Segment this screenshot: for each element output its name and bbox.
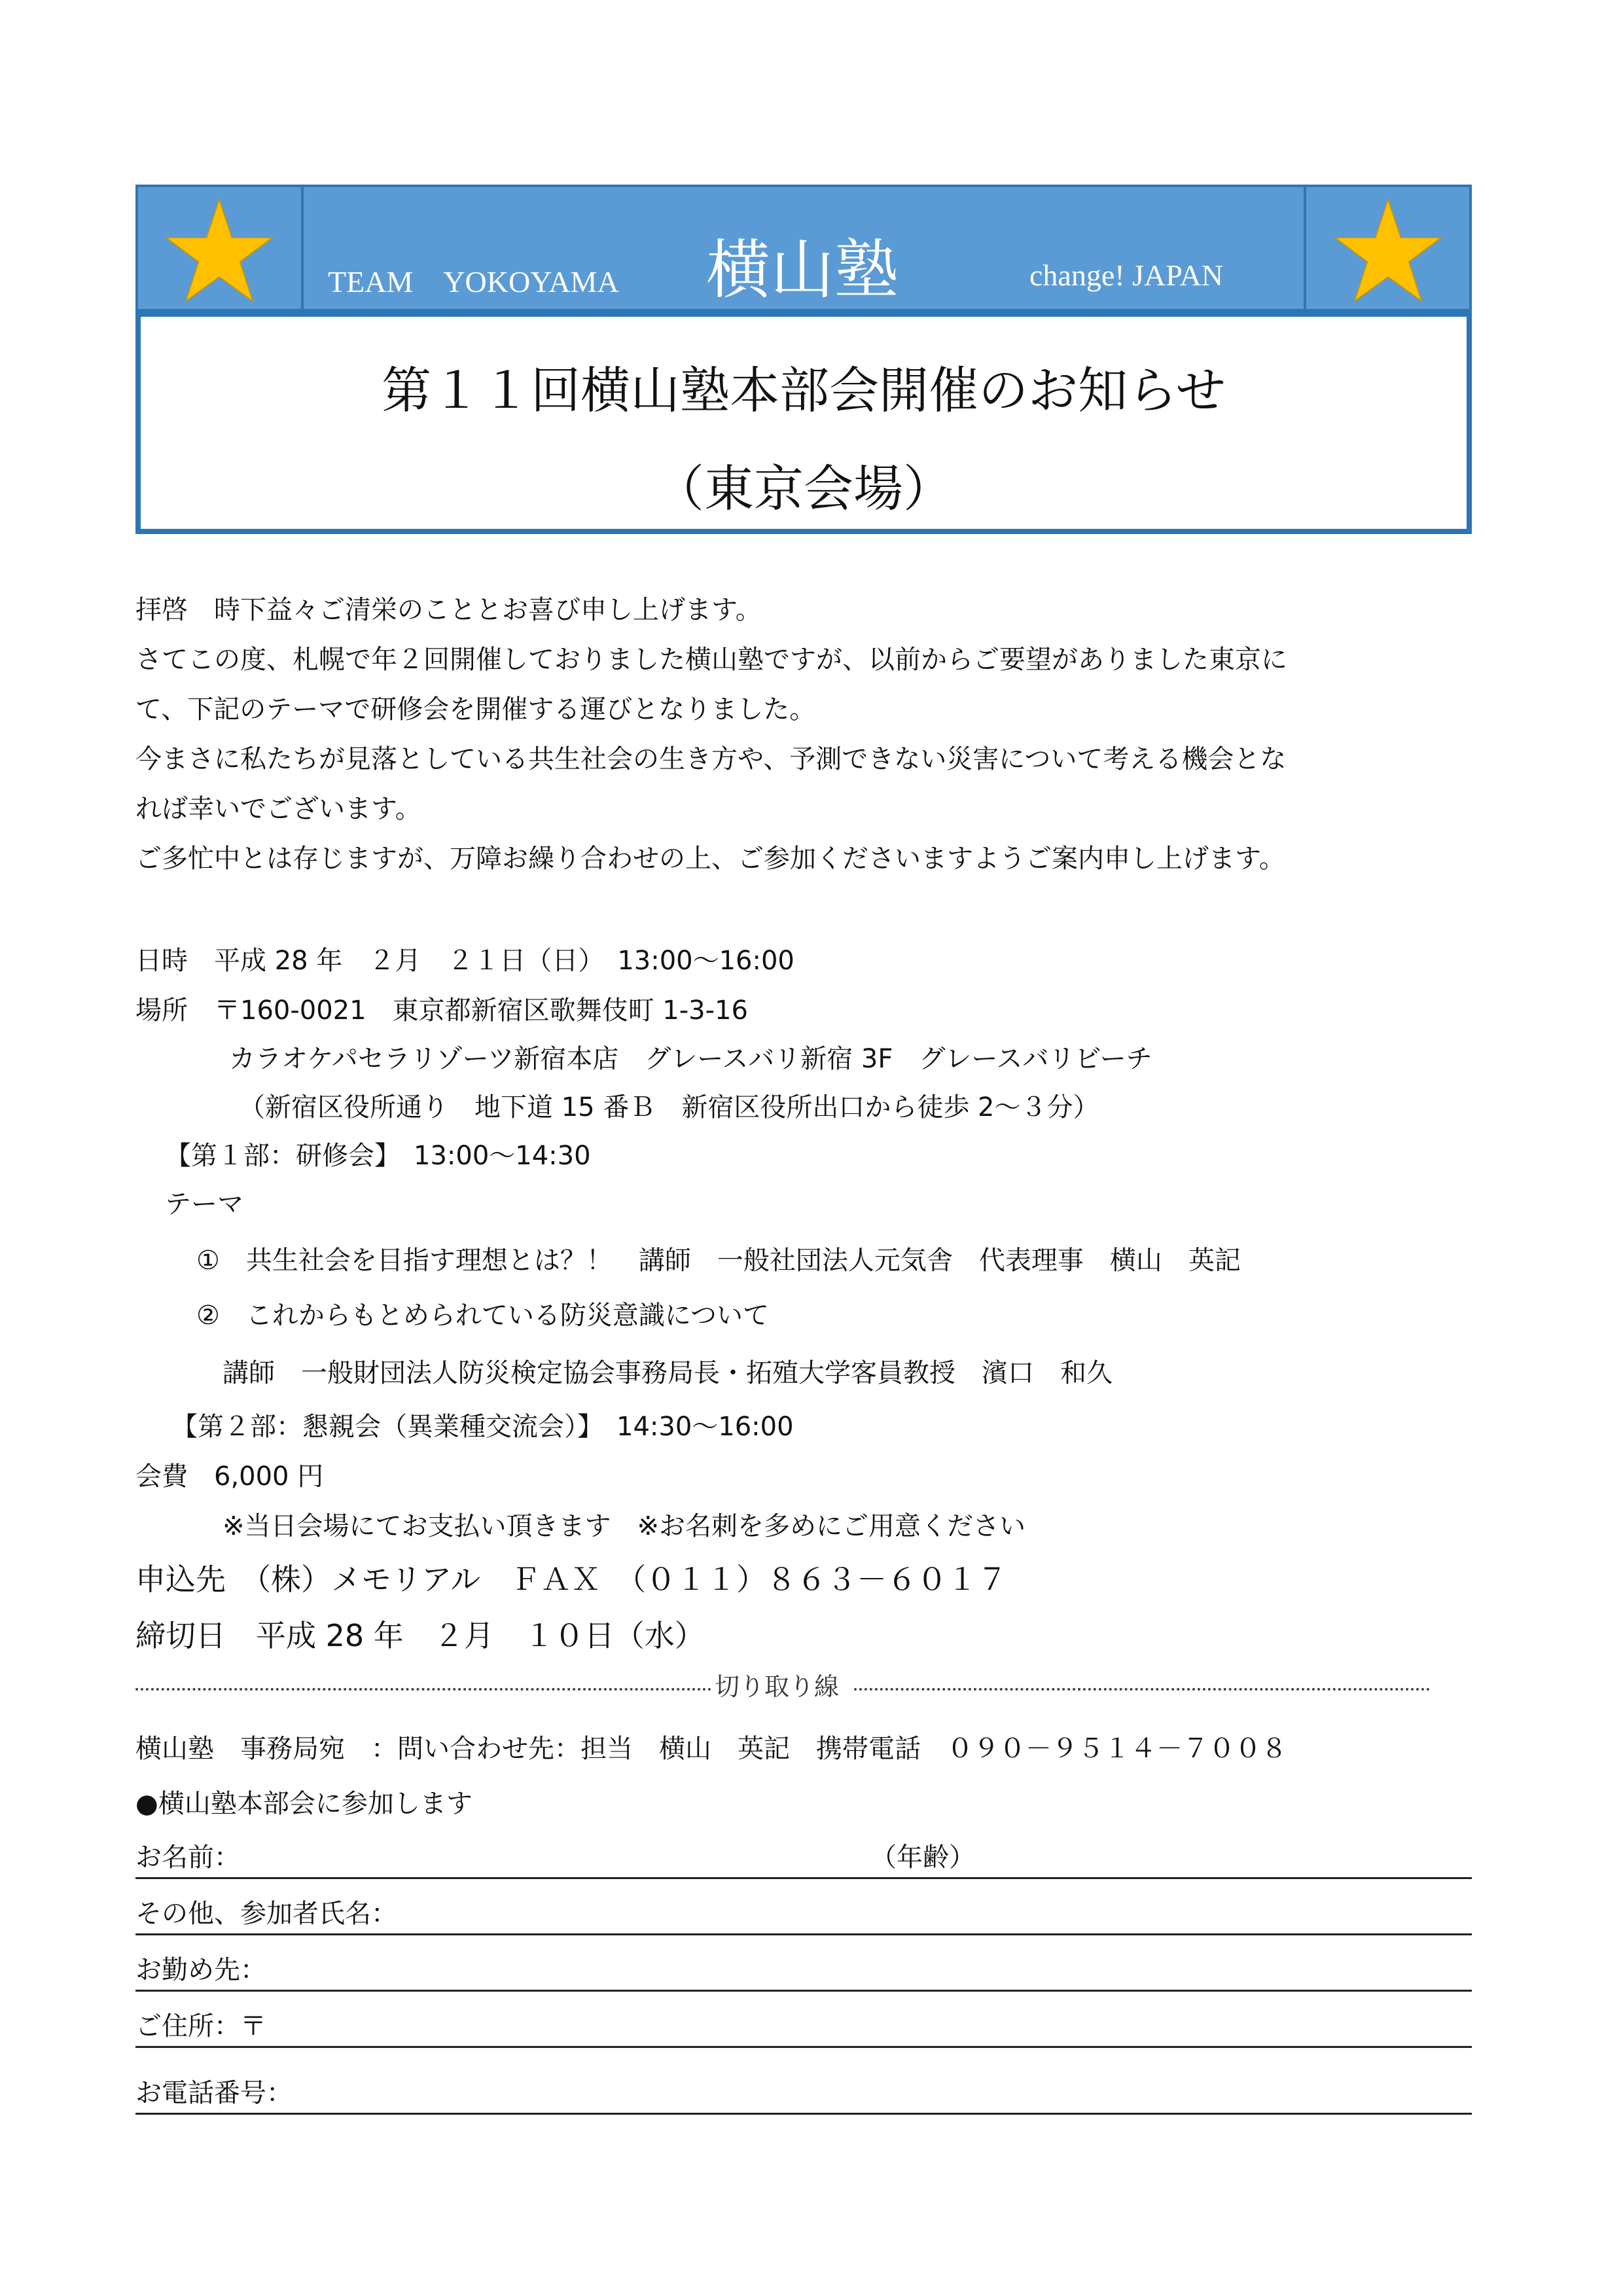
intro-line: 拝啓 時下益々ご清栄のこととお喜び申し上げます。	[135, 595, 762, 625]
part1-heading: 【第１部：研修会】 13:00～14:30	[165, 1141, 591, 1171]
phone-label: お電話番号：	[135, 2078, 293, 2108]
intro-line: さてこの度、札幌で年２回開催しておりました横山塾ですが、以前からご要望がありました東京に	[135, 645, 1287, 675]
age-label: （年齢）	[870, 1842, 975, 1873]
brand-name: 横山塾	[706, 233, 899, 308]
star-icon	[1330, 195, 1446, 310]
intro-line: れば幸いでございます。	[135, 794, 421, 824]
deadline: 締切日 平成 28 年 ２月 １０日（水）	[135, 1618, 705, 1653]
tagline: change! JAPAN	[1029, 259, 1223, 292]
theme-item-2: ② これからもとめられている防災意識について	[196, 1300, 770, 1331]
intro-line: ご多忙中とは存じますが、万障お繰り合わせの上、ご参加くださいますようご案内申し上げます。	[135, 844, 1285, 874]
theme-label: テーマ	[165, 1189, 243, 1219]
title-box	[135, 312, 1472, 534]
intro-line: て、下記のテーマで研修会を開催する運びとなりました。	[135, 694, 816, 725]
address-field[interactable]	[135, 2046, 1472, 2048]
form-attend: ●横山塾本部会に参加します	[135, 1789, 473, 1819]
banner-divider-right	[1304, 187, 1306, 309]
page-title: 第１１回横山塾本部会開催のお知らせ	[382, 361, 1226, 420]
fee: 会費 6,000 円	[135, 1462, 324, 1492]
event-venue: カラオケパセラリゾーツ新宿本店 グレースバリ新宿 3F グレースバリビーチ	[229, 1044, 1152, 1074]
part2-heading: 【第２部：懇親会（異業種交流会）】 14:30～16:00	[171, 1412, 794, 1442]
apply-contact: 申込先 （株）メモリアル ＦＡＸ （０１１）８６３－６０１７	[135, 1562, 1008, 1597]
cutline-dots-left	[135, 1688, 711, 1691]
page-subtitle: （東京会場）	[654, 459, 953, 518]
name-field[interactable]	[135, 1877, 1472, 1879]
address-label: ご住所：〒	[135, 2011, 266, 2041]
header-banner	[135, 185, 1472, 312]
work-label: お勤め先：	[135, 1955, 266, 1985]
others-label: その他、参加者氏名：	[135, 1899, 397, 1929]
star-icon	[162, 195, 277, 310]
event-access: （新宿区役所通り 地下道 15 番Ｂ 新宿区役所出口から徒歩 2～３分）	[239, 1092, 1099, 1122]
work-field[interactable]	[135, 1990, 1472, 1992]
event-place: 場所 〒160-0021 東京都新宿区歌舞伎町 1-3-16	[135, 996, 748, 1026]
intro-line: 今まさに私たちが見落としている共生社会の生き方や、予測できない災害について考える機会とな	[135, 744, 1287, 774]
theme-2-lecturer: 講師 一般財団法人防災検定協会事務局長・拓殖大学客員教授 濱口 和久	[223, 1358, 1113, 1388]
cutline-dots-right	[854, 1688, 1430, 1691]
fee-note: ※当日会場にてお支払い頂きます ※お名刺を多めにご用意ください	[223, 1511, 1026, 1541]
name-label: お名前：	[135, 1842, 240, 1873]
event-datetime: 日時 平成 28 年 ２月 ２１日（日） 13:00～16:00	[135, 946, 794, 976]
team-name: TEAM YOKOYAMA	[328, 265, 619, 298]
form-addressee: 横山塾 事務局宛 ：問い合わせ先：担当 横山 英記 携帯電話 ０９０－９５１４－７００８	[135, 1734, 1287, 1764]
theme-item-1: ① 共生社会を目指す理想とは？！ 講師 一般社団法人元気舎 代表理事 横山 英記	[196, 1246, 1241, 1276]
banner-divider-left	[301, 187, 304, 309]
cutline-label: 切り取り線	[715, 1672, 840, 1701]
others-field[interactable]	[135, 1933, 1472, 1935]
phone-field[interactable]	[135, 2113, 1472, 2115]
